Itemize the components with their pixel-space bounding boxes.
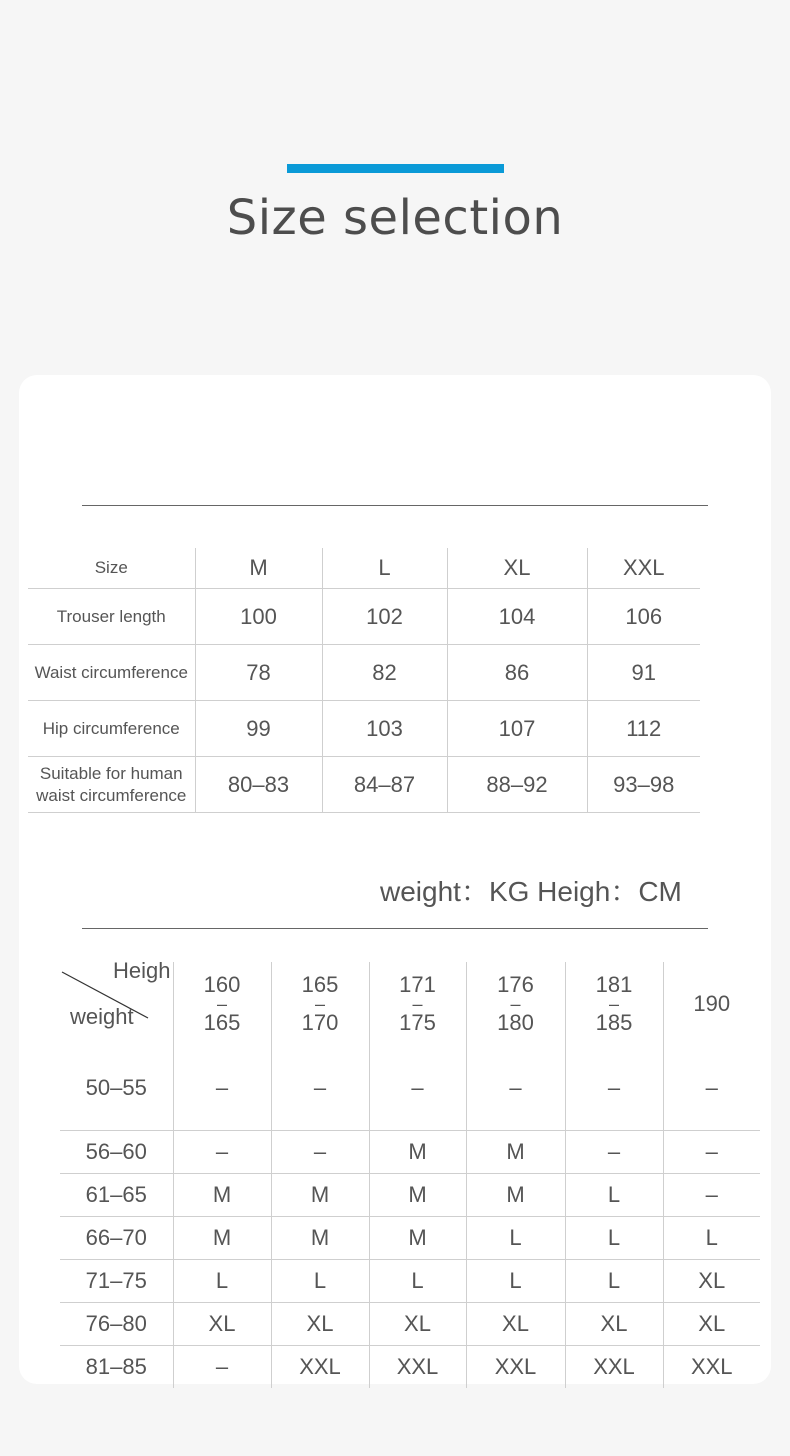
row-label-line: Suitable for human [39, 763, 183, 783]
table-row [60, 1131, 760, 1174]
table-cell: L [466, 1217, 565, 1260]
table-cell: 93–98 [587, 757, 700, 813]
table-cell: – [173, 1131, 271, 1174]
height-to: 180 [497, 1010, 534, 1035]
table-row [28, 645, 700, 701]
table-cell: XL [565, 1303, 663, 1346]
table-cell: – [173, 1046, 271, 1131]
row-label: Waist circumference [28, 645, 195, 701]
table-cell: 106 [587, 589, 700, 645]
table-cell: XL [447, 548, 587, 589]
row-label [28, 757, 195, 813]
table-row [60, 1346, 760, 1389]
height-header [173, 962, 271, 1046]
height-to: 165 [203, 1010, 241, 1035]
row-label: Trouser length [28, 589, 195, 645]
table-cell: 99 [195, 701, 322, 757]
row-label-line: waist circumference [36, 785, 187, 805]
table-cell: L [322, 548, 447, 589]
weight-range-label: 66–70 [60, 1217, 173, 1260]
table-cell: – [466, 1046, 565, 1131]
table-row [60, 1303, 760, 1346]
table-cell: XXL [587, 548, 700, 589]
unit-note: weight：KG Heigh：CM [380, 876, 682, 907]
table-cell: XL [369, 1303, 466, 1346]
table-cell: – [271, 1046, 369, 1131]
height-header: 190 [663, 962, 760, 1046]
height-from: 171 [399, 972, 436, 997]
table-cell: L [565, 1260, 663, 1303]
height-header [565, 962, 663, 1046]
table-cell: XL [466, 1303, 565, 1346]
height-to: 170 [301, 1010, 339, 1035]
corner-cell [60, 958, 173, 1046]
table-row [60, 1174, 760, 1217]
height-sep: – [510, 994, 521, 1014]
row-label: Hip circumference [28, 701, 195, 757]
table-cell: M [369, 1217, 466, 1260]
divider-bottom [82, 928, 708, 929]
height-sep: – [412, 994, 423, 1014]
table-cell: 112 [587, 701, 700, 757]
table-cell: XL [663, 1260, 760, 1303]
table-cell: XXL [663, 1346, 760, 1389]
weight-range-label: 71–75 [60, 1260, 173, 1303]
table-cell: M [369, 1174, 466, 1217]
table-cell: – [663, 1131, 760, 1174]
table-header-row [60, 962, 760, 1046]
table-row [28, 589, 700, 645]
table-cell: – [369, 1046, 466, 1131]
table-cell: L [565, 1174, 663, 1217]
table-cell: 102 [322, 589, 447, 645]
table-cell: 80–83 [195, 757, 322, 813]
row-label: Size [28, 548, 195, 589]
table-row [60, 1260, 760, 1303]
table-cell: L [369, 1260, 466, 1303]
table-row [28, 757, 700, 813]
table-cell: M [173, 1217, 271, 1260]
table-cell: XXL [271, 1346, 369, 1389]
height-from: 160 [203, 972, 241, 997]
table-cell: M [271, 1174, 369, 1217]
table-cell: L [466, 1260, 565, 1303]
table-cell: – [663, 1174, 760, 1217]
accent-bar [287, 164, 504, 173]
height-to: 185 [595, 1010, 633, 1035]
table-cell: 107 [447, 701, 587, 757]
table-row [60, 1217, 760, 1260]
table-cell: L [663, 1217, 760, 1260]
table-cell: 86 [447, 645, 587, 701]
height-from: 181 [595, 972, 633, 997]
table-cell: 104 [447, 589, 587, 645]
table-cell: 100 [195, 589, 322, 645]
table-cell: M [173, 1174, 271, 1217]
table-row [28, 548, 700, 589]
weight-range-label: 81–85 [60, 1346, 173, 1389]
table-cell: M [271, 1217, 369, 1260]
table-cell: L [271, 1260, 369, 1303]
table-cell: L [565, 1217, 663, 1260]
weight-range-label: 76–80 [60, 1303, 173, 1346]
table-cell: – [663, 1046, 760, 1131]
table-cell: – [565, 1046, 663, 1131]
table-cell: 84–87 [322, 757, 447, 813]
table-cell: M [466, 1131, 565, 1174]
height-header [466, 962, 565, 1046]
weight-range-label: 56–60 [60, 1131, 173, 1174]
height-header [369, 962, 466, 1046]
table-cell: L [173, 1260, 271, 1303]
weight-range-label: 61–65 [60, 1174, 173, 1217]
table-cell: XL [663, 1303, 760, 1346]
divider-top [82, 505, 708, 506]
table-cell: 103 [322, 701, 447, 757]
table-cell: 78 [195, 645, 322, 701]
height-sep: – [608, 994, 619, 1014]
height-sep: – [216, 994, 227, 1014]
height-from: 165 [301, 972, 339, 997]
table-row [28, 701, 700, 757]
table-cell: M [195, 548, 322, 589]
table-cell: 88–92 [447, 757, 587, 813]
table-row [60, 1046, 760, 1131]
weight-range-label: 50–55 [60, 1046, 173, 1131]
table-cell: 91 [587, 645, 700, 701]
table-cell: M [466, 1174, 565, 1217]
table-cell: XL [173, 1303, 271, 1346]
table-cell: XXL [565, 1346, 663, 1389]
table-cell: M [369, 1131, 466, 1174]
height-from: 176 [497, 972, 534, 997]
table-cell: XL [271, 1303, 369, 1346]
table-cell: XXL [466, 1346, 565, 1389]
table-cell: – [565, 1131, 663, 1174]
height-weight-table [60, 958, 760, 1388]
corner-heigh-label: Heigh [113, 958, 171, 983]
height-to: 175 [399, 1010, 436, 1035]
page-title: Size selection [226, 190, 564, 246]
height-sep: – [314, 994, 325, 1014]
table-cell: – [173, 1346, 271, 1389]
corner-weight-label: weight [70, 1004, 134, 1029]
height-header [271, 962, 369, 1046]
size-chart-table [28, 548, 700, 813]
table-cell: XXL [369, 1346, 466, 1389]
table-cell: – [271, 1131, 369, 1174]
table-cell: 82 [322, 645, 447, 701]
